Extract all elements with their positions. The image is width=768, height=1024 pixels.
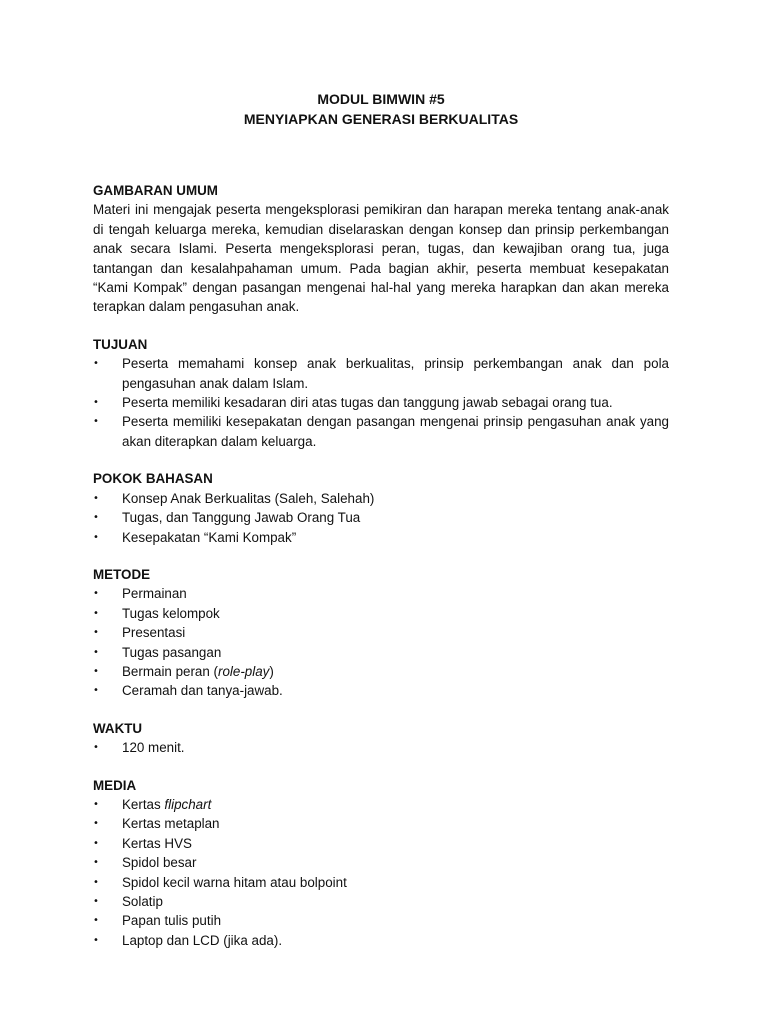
section-pokok-bahasan <box>93 469 669 547</box>
section-gambaran-umum <box>93 181 669 317</box>
bullet-icon: • <box>93 492 99 504</box>
bullet-icon: • <box>93 397 99 409</box>
list-item: • Solatip <box>93 892 669 911</box>
bullet-icon: • <box>93 607 99 619</box>
list-item: • Ceramah dan tanya-jawab. <box>93 681 669 700</box>
document-content <box>93 89 669 950</box>
heading-media: MEDIA <box>93 777 137 793</box>
bullet-icon: • <box>93 798 99 810</box>
waktu-list <box>93 738 669 757</box>
list-item: • Permainan <box>93 584 669 603</box>
section-media <box>93 776 669 951</box>
list-item: • Kertas metaplan <box>93 814 669 833</box>
bullet-icon: • <box>93 416 99 428</box>
list-item: • Kesepakatan “Kami Kompak” <box>93 528 669 547</box>
heading-gambaran-umum: GAMBARAN UMUM <box>93 183 218 198</box>
tujuan-list <box>93 354 669 451</box>
bullet-icon: • <box>93 857 99 869</box>
list-item: • Kertas flipchart <box>93 795 669 814</box>
metode-list <box>93 584 669 700</box>
bullet-icon: • <box>93 742 99 754</box>
bullet-icon: • <box>93 896 99 907</box>
bullet-icon: • <box>93 665 99 677</box>
bullet-icon: • <box>93 627 99 639</box>
list-item: • Tugas, dan Tanggung Jawab Orang Tua <box>93 508 669 527</box>
list-item: • Papan tulis putih <box>93 911 669 930</box>
bullet-icon: • <box>93 646 99 658</box>
list-item: • Tugas pasangan <box>93 643 669 662</box>
list-item: • 120 menit. <box>93 738 669 757</box>
bullet-icon: • <box>93 588 99 600</box>
list-item: • Peserta memiliki kesepakatan dengan pasangan mengenai prinsip pengasuhan anak yang akan diterapkan dalam keluarga. <box>93 414 669 449</box>
title-line-2: MENYIAPKAN GENERASI BERKUALITAS <box>243 111 519 127</box>
heading-metode: METODE <box>93 566 151 582</box>
gambaran-umum-text: Materi ini mengajak peserta mengeksplorasi pemikiran dan harapan mereka tentang anak-anak di tengah keluarga mereka, kemudian diselaraskan dengan konsep dan prinsip perkembangan anak secara Islami. Peserta mengeksplorasi peran, tugas, dan kewajiban orang tua, juga tantangan dan kesalahpahaman umum. Pada bagian akhir, peserta membuat kesepakatan “Kami Kompak” dengan pasangan mengenai hal-hal yang mereka harapkan dan akan mereka terapkan dalam pengasuhan anak. <box>93 202 669 315</box>
pokok-bahasan-list <box>93 489 669 547</box>
bullet-icon: • <box>93 876 99 888</box>
list-item: • Kertas HVS <box>93 834 669 853</box>
bullet-icon: • <box>93 915 99 927</box>
title-line-1: MODUL BIMWIN #5 <box>317 91 445 107</box>
bullet-icon: • <box>93 531 99 543</box>
bullet-icon: • <box>93 685 99 697</box>
list-item: • Bermain peran (role-play) <box>93 662 669 681</box>
list-item: • Tugas kelompok <box>93 604 669 623</box>
bullet-icon: • <box>93 818 99 830</box>
heading-waktu: WAKTU <box>93 720 143 736</box>
section-metode <box>93 565 669 701</box>
bullet-icon: • <box>93 512 99 524</box>
section-tujuan <box>93 335 669 451</box>
list-item: • Konsep Anak Berkualitas (Saleh, Salehah) <box>93 489 669 508</box>
bullet-icon: • <box>93 358 99 370</box>
list-item: • Spidol kecil warna hitam atau bolpoint <box>93 873 669 892</box>
list-item: • Spidol besar <box>93 853 669 872</box>
list-item: • Laptop dan LCD (jika ada). <box>93 931 669 950</box>
media-list <box>93 795 669 950</box>
section-waktu <box>93 719 669 758</box>
list-item: • Presentasi <box>93 623 669 642</box>
heading-pokok-bahasan: POKOK BAHASAN <box>93 471 213 487</box>
bullet-icon: • <box>93 934 99 946</box>
bullet-icon: • <box>93 837 99 849</box>
heading-tujuan: TUJUAN <box>93 336 148 352</box>
list-item: • Peserta memiliki kesadaran diri atas tugas dan tanggung jawab sebagai orang tua. <box>93 393 669 412</box>
list-item: • Peserta memahami konsep anak berkualitas, prinsip perkembangan anak dan pola pengasuhan anak dalam Islam. <box>93 356 669 391</box>
